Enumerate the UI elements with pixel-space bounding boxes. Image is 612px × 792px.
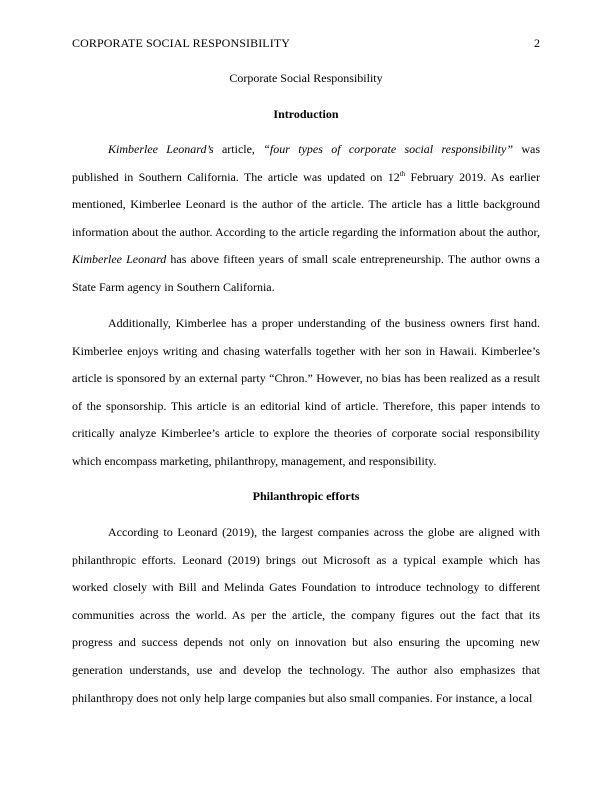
document-title: Corporate Social Responsibility — [229, 71, 383, 85]
ordinal-superscript: th — [399, 169, 406, 178]
paragraph-introduction-2: Additionally, Kimberlee has a proper understanding of the business owners first hand. Kimberlee enjoys writing and chasing waterfalls together with her son in Hawaii. Kimberlee’s article is sponsored by an external party “Chron.” However, no bias has been realized as a result of the sponsorship. This article is an editorial kind of article. Therefore, this paper intends to critically analyze Kimberlee’s article to explore the theories of corporate social responsibility which encompass marketing, philanthropy, management, and responsibility. — [72, 316, 540, 468]
author-name-italic: Kimberlee Leonard — [72, 252, 167, 267]
article-title: “four types of corporate social responsibility” — [263, 142, 514, 156]
paragraph-philanthropic-1: According to Leonard (2019), the largest companies across the globe are aligned with philanthropic efforts. Leonard (2019) brings out Microsoft as a typical example which has worked closely with Bill and Melinda Gates Foundation to introduce technology to different communities across the world. As per the article, the company figures out the fact that its progress and success depends not only on innovation but also ensuring the upcoming new generation understands, use and develop the technology. The author also emphasizes that philanthropy does not only help large companies but also small companies. For instance, a local — [72, 525, 540, 705]
paragraph-text: was published in Southern California. The article was updated on 12 — [72, 142, 540, 184]
paragraph-introduction-1 — [72, 136, 540, 302]
paragraph-text: February 2019. As earlier mentioned, Kimberlee Leonard is the author of the article. The article has a little background information about the author. According to the article regarding the information about the author, — [72, 169, 540, 239]
paragraph-text: has above fifteen years of small scale entrepreneurship. The author owns a State Farm agency in Southern California. — [72, 252, 540, 294]
section-heading-philanthropic-efforts: Philanthropic efforts — [252, 489, 360, 503]
running-head: CORPORATE SOCIAL RESPONSIBILITY — [72, 36, 291, 50]
page-number: 2 — [534, 36, 540, 50]
author-name: Kimberlee Leonard’s — [108, 142, 214, 156]
section-heading-introduction: Introduction — [273, 107, 339, 121]
paragraph-text: article, — [213, 142, 264, 156]
